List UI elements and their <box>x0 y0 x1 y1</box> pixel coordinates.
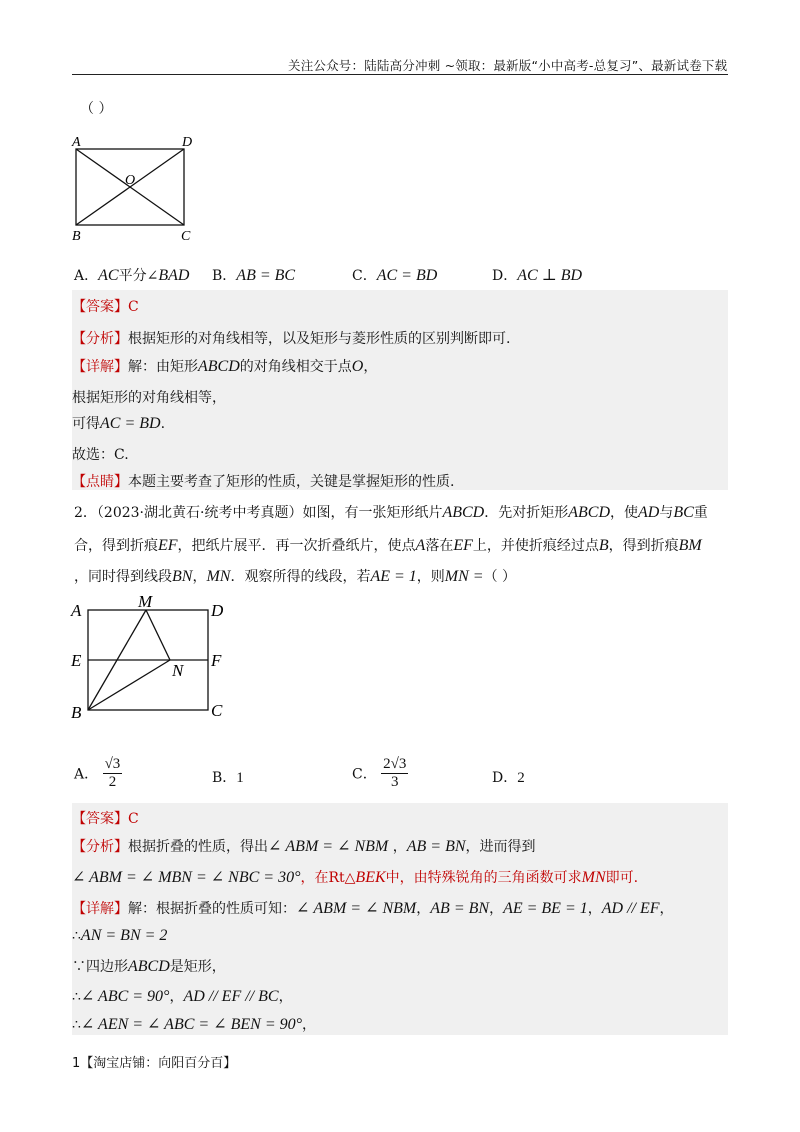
q2-stem-line-2: 合，得到折痕EF，把纸片展平．再一次折叠纸片，使点A落在EF上，并使折痕经过点B，得到折痕BM <box>74 537 702 554</box>
page-footer: 1【淘宝店铺：向阳百分百】 <box>72 1056 237 1071</box>
q2-option-c: C． $\frac{2√3}{3}$ <box>352 756 407 790</box>
q2-label-e: E <box>71 651 82 670</box>
q2-stem-line-3: ，同时得到线段BN，MN．观察所得的线段，若AE = 1，则MN =（ ） <box>74 568 517 585</box>
q2-label-c: C <box>211 701 223 720</box>
q1-option-d: D．AC ⊥ BD <box>492 267 583 284</box>
q1-paren: （ ） <box>80 101 113 117</box>
q1-answer: 【答案】C <box>72 299 139 315</box>
q2-line-mn <box>146 610 170 660</box>
q2-detail-1: 【详解】解：根据折叠的性质可知：∠ ABM = ∠ NBM，AB = BN，AE = BE = 1，AD // EF， <box>72 900 674 917</box>
q2-label-b: B <box>71 703 82 722</box>
q2-option-d: D．2 <box>492 770 525 786</box>
q1-option-b: B．AB = BC <box>212 267 296 284</box>
q2-line-bn <box>88 660 170 710</box>
q1-point: 【点睛】本题主要考查了矩形的性质，关键是掌握矩形的性质. <box>72 474 455 490</box>
q1-rectangle-figure <box>64 134 204 244</box>
q2-label-m: M <box>138 592 153 611</box>
q2-label-n: N <box>172 661 184 680</box>
q1-option-a: A．AC平分∠BAD <box>74 267 190 284</box>
q2-detail-4: ∴∠ ABC = 90°，AD // EF // BC， <box>72 988 293 1005</box>
q1-detail-1: 【详解】解：由矩形ABCD的对角线相交于点O， <box>72 358 378 375</box>
q2-fold-figure <box>66 592 236 724</box>
q1-detail-3: 可得AC = BD. <box>72 415 166 432</box>
q1-analysis: 【分析】根据矩形的对角线相等，以及矩形与菱形性质的区别判断即可. <box>72 331 511 347</box>
q2-label-a: A <box>71 601 82 620</box>
page-header: 关注公众号：陆陆高分冲刺 ~领取：最新版“小中高考-总复习”、最新试卷下载 <box>288 58 728 73</box>
q1-label-o: O <box>125 173 136 188</box>
q1-label-c: C <box>181 229 191 244</box>
q1-option-c: C．AC = BD <box>352 267 438 284</box>
q2-option-a: A． $\frac{√3}{2}$ <box>74 756 121 790</box>
q1-detail-4: 故选：C. <box>72 447 129 463</box>
q2-option-b: B．1 <box>212 770 244 786</box>
q2-label-d: D <box>211 601 224 620</box>
q2-answer: 【答案】C <box>72 811 139 827</box>
q2-stem-line-1: 2．（2023·湖北黄石·统考中考真题）如图，有一张矩形纸片ABCD．先对折矩形ABCD，使AD与BC重 <box>74 504 708 521</box>
q2-detail-2: ∴AN = BN = 2 <box>72 927 168 944</box>
q2-label-f: F <box>211 651 222 670</box>
q2-detail-5: ∴∠ AEN = ∠ ABC = ∠ BEN = 90°， <box>72 1016 317 1033</box>
q2-analysis-1: 【分析】根据折叠的性质，得出∠ ABM = ∠ NBM ，AB = BN，进而得到 <box>72 838 536 855</box>
q1-label-b: B <box>72 229 81 244</box>
q1-label-a: A <box>72 135 81 150</box>
q1-label-d: D <box>182 135 193 150</box>
header-rule <box>72 74 728 75</box>
q1-detail-2: 根据矩形的对角线相等， <box>72 390 226 406</box>
q2-detail-3: ∵四边形ABCD是矩形， <box>72 958 226 975</box>
q2-analysis-2: ∠ ABM = ∠ MBN = ∠ NBC = 30°，在Rt△BEK中，由特殊锐角的三角函数可求MN即可. <box>72 869 639 886</box>
